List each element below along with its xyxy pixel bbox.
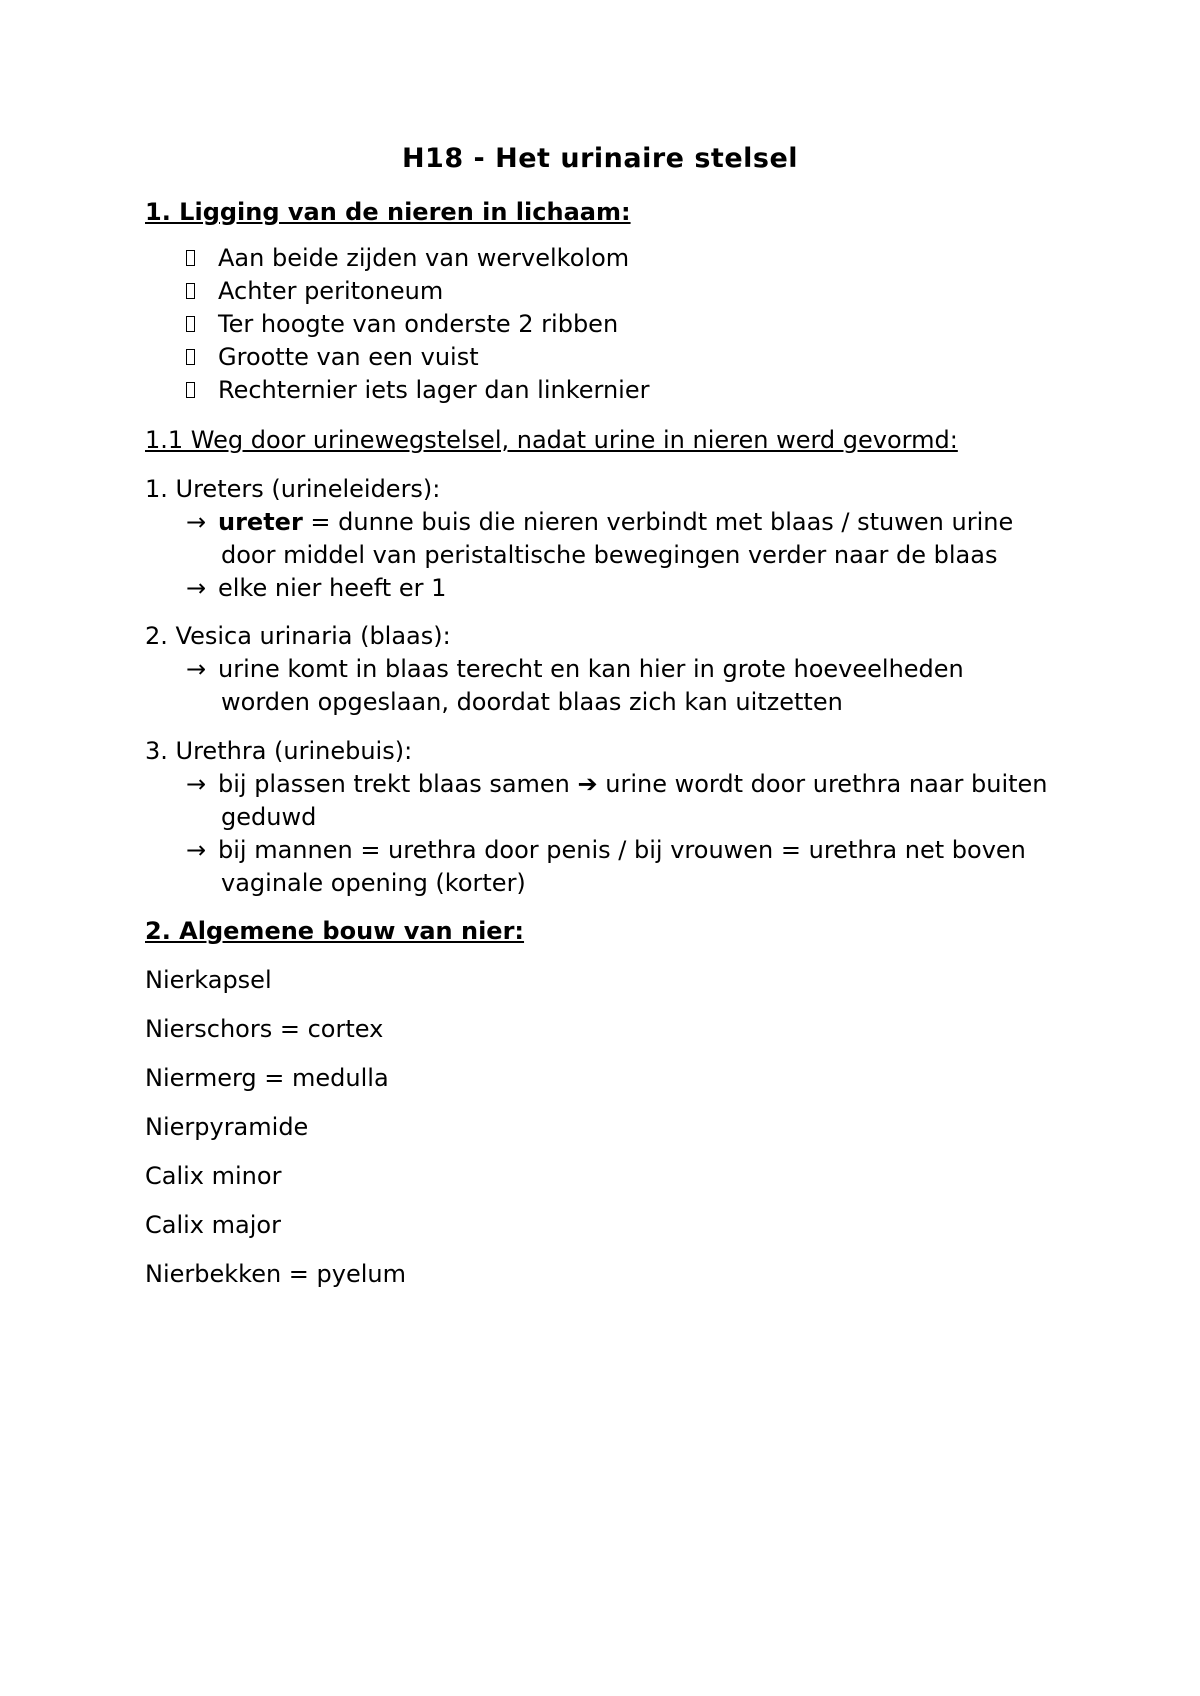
list-item: Rechternier iets lager dan linkernier	[186, 374, 649, 407]
bullet-box-icon	[186, 283, 195, 299]
arrow-point: → bij plassen trekt blaas samen ➔ urine wordt door urethra naar buiten	[186, 768, 1086, 801]
arrow-point-continuation: door middel van peristaltische bewegingen verder naar de blaas	[221, 541, 998, 569]
bullet-box-icon	[186, 250, 195, 266]
arrow-right-icon: →	[186, 574, 207, 602]
arrow-right-icon: →	[186, 770, 207, 798]
bullet-list	[186, 242, 649, 407]
arrow-point: → urine komt in blaas terecht en kan hier in grote hoeveelheden	[186, 653, 1086, 686]
section-heading-2: 2. Algemene bouw van nier:	[145, 917, 525, 945]
section-heading-1-1: 1.1 Weg door urinewegstelsel, nadat urine in nieren werd gevormd:	[145, 426, 958, 454]
arrow-point: → ureter = dunne buis die nieren verbindt met blaas / stuwen urine	[186, 506, 1086, 539]
section-heading-1: 1. Ligging van de nieren in lichaam:	[145, 198, 631, 226]
list-item: Nierkapsel	[145, 966, 272, 994]
list-item: Calix major	[145, 1211, 281, 1239]
arrow-right-icon: →	[186, 508, 207, 536]
arrow-point: → elke nier heeft er 1	[186, 572, 1086, 605]
list-item: Aan beide zijden van wervelkolom	[186, 242, 649, 275]
arrow-right-icon: →	[186, 836, 207, 864]
arrow-point-continuation: vaginale opening (korter)	[221, 869, 526, 897]
bullet-box-icon	[186, 382, 195, 398]
numbered-item-label: 3. Urethra (urinebuis):	[145, 737, 413, 765]
list-item: Ter hoogte van onderste 2 ribben	[186, 308, 649, 341]
list-item: Nierschors = cortex	[145, 1015, 384, 1043]
bullet-box-icon	[186, 316, 195, 332]
arrow-point: → bij mannen = urethra door penis / bij vrouwen = urethra net boven	[186, 834, 1086, 867]
list-item: Achter peritoneum	[186, 275, 649, 308]
arrow-bold-right-icon: ➔	[577, 770, 598, 798]
numbered-item-label: 1. Ureters (urineleiders):	[145, 475, 441, 503]
bullet-box-icon	[186, 349, 195, 365]
arrow-point-continuation: worden opgeslaan, doordat blaas zich kan uitzetten	[221, 688, 843, 716]
list-item: Calix minor	[145, 1162, 282, 1190]
list-item: Grootte van een vuist	[186, 341, 649, 374]
arrow-point-continuation: geduwd	[221, 803, 317, 831]
arrow-right-icon: →	[186, 655, 207, 683]
list-item: Niermerg = medulla	[145, 1064, 389, 1092]
list-item: Nierbekken = pyelum	[145, 1260, 406, 1288]
page-title: H18 - Het urinaire stelsel	[401, 143, 799, 174]
numbered-item-label: 2. Vesica urinaria (blaas):	[145, 622, 451, 650]
list-item: Nierpyramide	[145, 1113, 309, 1141]
